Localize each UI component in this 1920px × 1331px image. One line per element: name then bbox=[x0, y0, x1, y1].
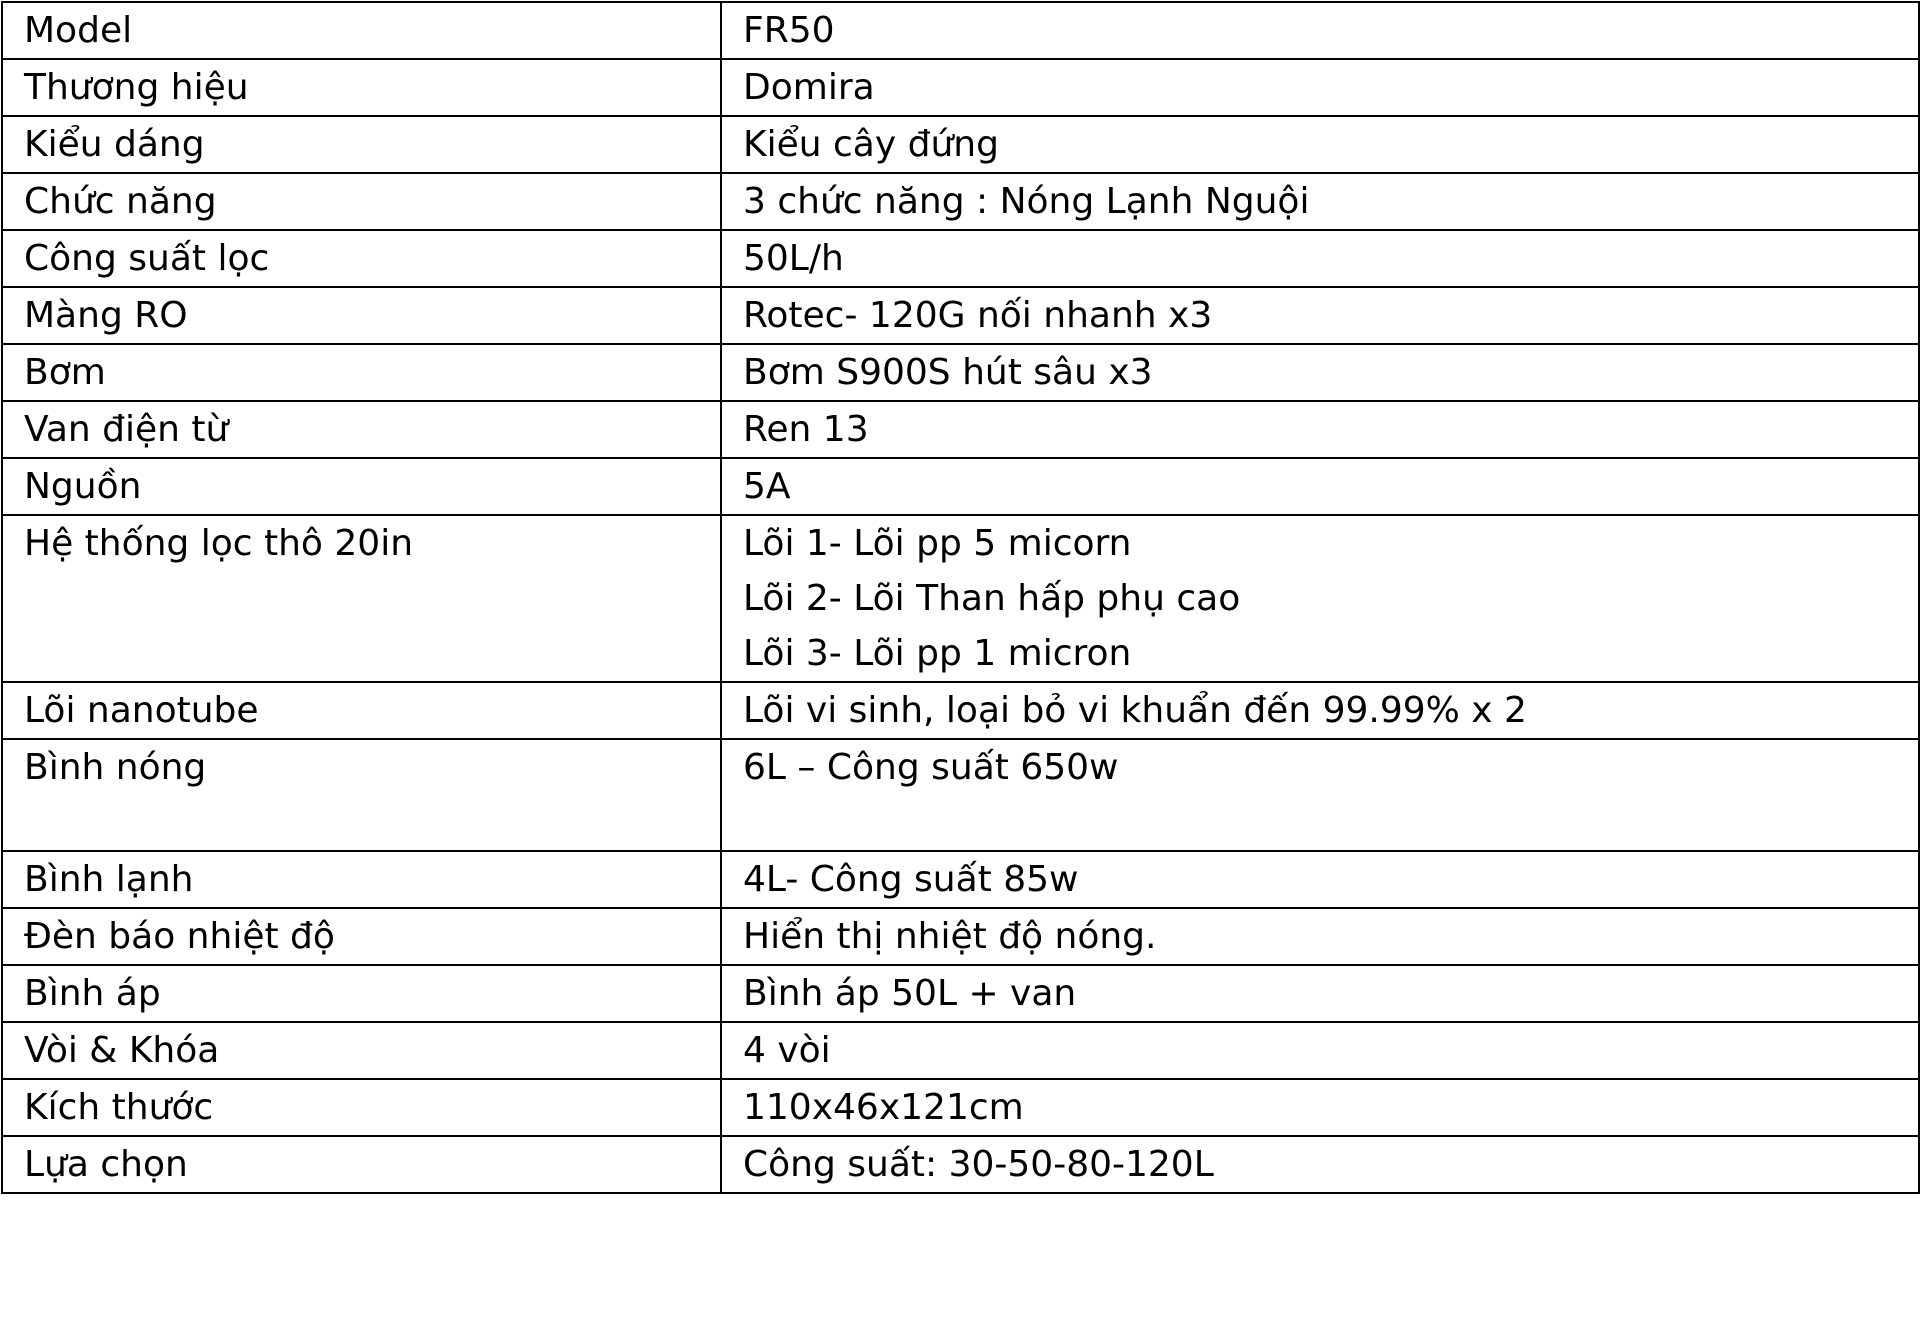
spec-label: Van điện từ bbox=[2, 401, 721, 458]
spec-value-line: 3 chức năng : Nóng Lạnh Nguội bbox=[743, 181, 1310, 222]
spec-label: Hệ thống lọc thô 20in bbox=[2, 515, 721, 682]
table-row bbox=[2, 965, 1919, 1022]
spec-value-line: Lõi 1- Lõi pp 5 micorn bbox=[743, 523, 1132, 564]
spec-value-line: 6L – Công suất 650w bbox=[743, 747, 1119, 788]
spec-value-line: FR50 bbox=[743, 10, 835, 51]
spec-value-line: Lõi 2- Lõi Than hấp phụ cao bbox=[743, 578, 1241, 619]
spec-value bbox=[721, 1079, 1919, 1136]
table-row bbox=[2, 515, 1919, 682]
spec-value bbox=[721, 682, 1919, 739]
spec-value-line: 50L/h bbox=[743, 238, 844, 279]
spec-label: Màng RO bbox=[2, 287, 721, 344]
spec-label: Bơm bbox=[2, 344, 721, 401]
spec-label: Bình nóng bbox=[2, 739, 721, 851]
spec-value-line: 110x46x121cm bbox=[743, 1087, 1024, 1128]
spec-value-line: 4L- Công suất 85w bbox=[743, 859, 1079, 900]
spec-value bbox=[721, 1136, 1919, 1193]
table-row bbox=[2, 287, 1919, 344]
spec-value bbox=[721, 1022, 1919, 1079]
spec-value bbox=[721, 965, 1919, 1022]
table-row bbox=[2, 173, 1919, 230]
table-row bbox=[2, 401, 1919, 458]
spec-value-line: Lõi vi sinh, loại bỏ vi khuẩn đến 99.99% x 2 bbox=[743, 690, 1527, 731]
spec-value bbox=[721, 851, 1919, 908]
spec-label: Chức năng bbox=[2, 173, 721, 230]
table-row bbox=[2, 344, 1919, 401]
spec-value-line: Domira bbox=[743, 67, 875, 108]
table-row bbox=[2, 1022, 1919, 1079]
spec-label: Model bbox=[2, 2, 721, 59]
spec-value bbox=[721, 2, 1919, 59]
table-row bbox=[2, 2, 1919, 59]
spec-value bbox=[721, 59, 1919, 116]
spec-value-line: Bơm S900S hút sâu x3 bbox=[743, 352, 1153, 393]
table-row bbox=[2, 1136, 1919, 1193]
spec-value-line: Hiển thị nhiệt độ nóng. bbox=[743, 916, 1157, 957]
table-row bbox=[2, 59, 1919, 116]
spec-label: Lõi nanotube bbox=[2, 682, 721, 739]
spec-value-line: Ren 13 bbox=[743, 409, 869, 450]
spec-value-line: Lõi 3- Lõi pp 1 micron bbox=[743, 633, 1132, 674]
table-row bbox=[2, 908, 1919, 965]
spec-value bbox=[721, 515, 1919, 682]
spec-label: Kích thước bbox=[2, 1079, 721, 1136]
table-row bbox=[2, 851, 1919, 908]
spec-value-line: Kiểu cây đứng bbox=[743, 124, 999, 165]
spec-value-line: Rotec- 120G nối nhanh x3 bbox=[743, 295, 1213, 336]
spec-value bbox=[721, 739, 1919, 851]
spec-label: Kiểu dáng bbox=[2, 116, 721, 173]
table-row bbox=[2, 116, 1919, 173]
spec-label: Vòi & Khóa bbox=[2, 1022, 721, 1079]
spec-value bbox=[721, 230, 1919, 287]
spec-value bbox=[721, 458, 1919, 515]
spec-value bbox=[721, 401, 1919, 458]
spec-value bbox=[721, 344, 1919, 401]
spec-label: Bình áp bbox=[2, 965, 721, 1022]
spec-label: Đèn báo nhiệt độ bbox=[2, 908, 721, 965]
table-row bbox=[2, 458, 1919, 515]
spec-value-line: 5A bbox=[743, 466, 791, 507]
spec-value-line: Công suất: 30-50-80-120L bbox=[743, 1144, 1214, 1185]
spec-value-line: 4 vòi bbox=[743, 1030, 831, 1071]
table-row bbox=[2, 739, 1919, 851]
table-row bbox=[2, 230, 1919, 287]
spec-label: Công suất lọc bbox=[2, 230, 721, 287]
spec-label: Lựa chọn bbox=[2, 1136, 721, 1193]
spec-value bbox=[721, 173, 1919, 230]
spec-value-line: Bình áp 50L + van bbox=[743, 973, 1077, 1014]
spec-value bbox=[721, 116, 1919, 173]
spec-label: Thương hiệu bbox=[2, 59, 721, 116]
spec-label: Nguồn bbox=[2, 458, 721, 515]
table-row bbox=[2, 1079, 1919, 1136]
spec-table bbox=[1, 1, 1920, 1194]
spec-value bbox=[721, 908, 1919, 965]
spec-label: Bình lạnh bbox=[2, 851, 721, 908]
table-row bbox=[2, 682, 1919, 739]
spec-value bbox=[721, 287, 1919, 344]
